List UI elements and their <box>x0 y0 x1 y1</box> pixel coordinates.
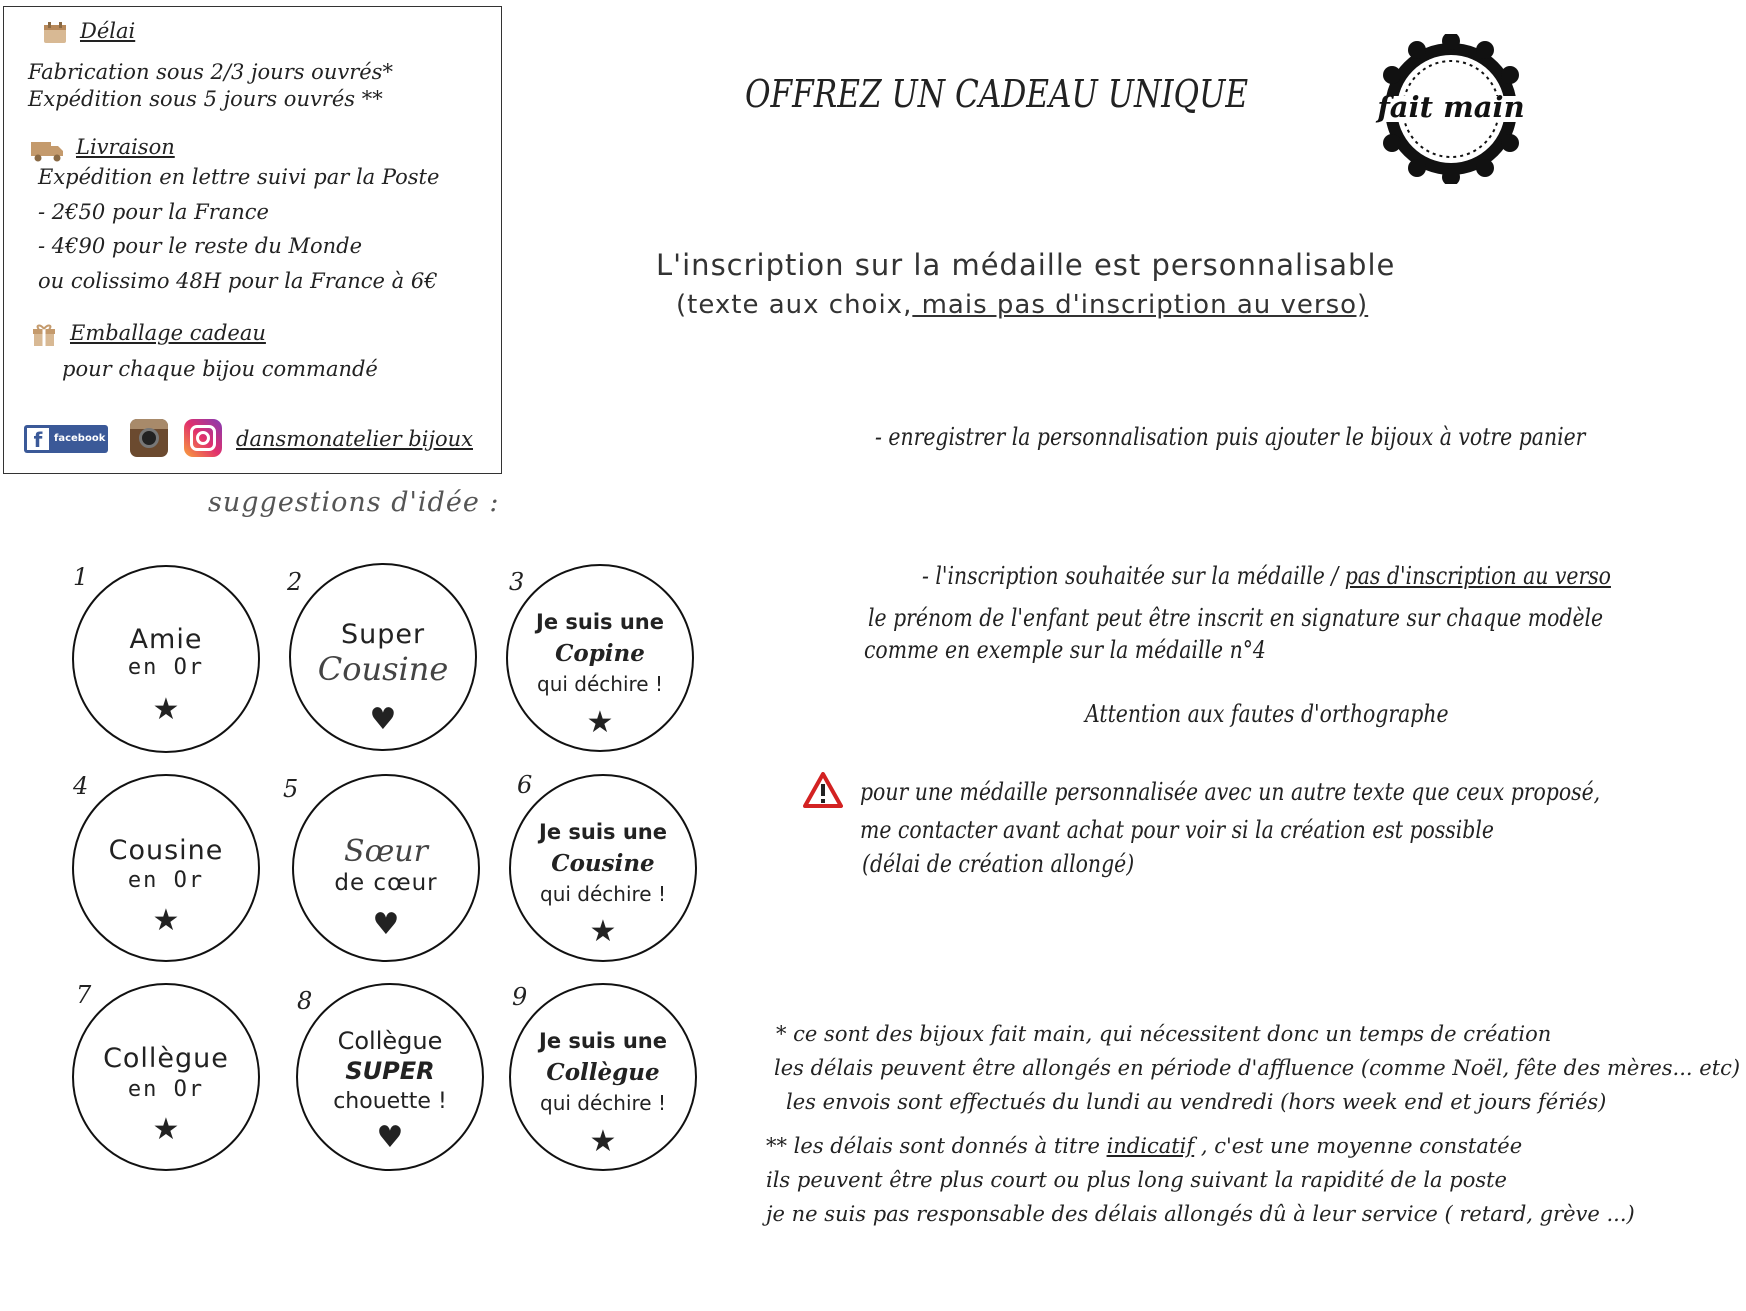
medal-line-1: Super <box>340 619 426 650</box>
star-icon: ★ <box>152 692 180 727</box>
medal-line-1: Je suis une <box>539 1029 667 1053</box>
medal-line-2: en Or <box>127 655 205 680</box>
delivery-title: Livraison <box>76 135 175 159</box>
medal-number: 9 <box>512 983 528 1011</box>
info-box <box>3 6 502 474</box>
delay-line-1: Fabrication sous 2/3 jours ouvrés* <box>28 60 393 84</box>
gift-line: pour chaque bijou commandé <box>62 357 378 381</box>
warning-line-1: pour une médaille personnalisée avec un autre texte que ceux proposé, <box>860 778 1601 806</box>
instagram-icon[interactable] <box>184 419 222 457</box>
inscription-b: pas d'inscription au verso <box>1344 562 1611 590</box>
medal-line-3: chouette ! <box>333 1089 447 1114</box>
medal-number: 6 <box>517 771 533 799</box>
medal-line-1: Collègue <box>337 1027 443 1055</box>
medal-number: 2 <box>287 568 303 596</box>
medal-line-3: qui déchire ! <box>540 1091 666 1115</box>
medal-line-1: Je suis une <box>539 820 667 844</box>
facebook-icon: f <box>27 428 49 450</box>
star-icon: ★ <box>152 903 180 938</box>
delivery-line-3: - 4€90 pour le reste du Monde <box>38 234 363 258</box>
medal-4[interactable] <box>72 774 260 962</box>
suggestions-label: suggestions d'idée : <box>208 487 500 518</box>
medal-line-2: en Or <box>127 868 205 893</box>
medal-number: 4 <box>73 772 89 800</box>
medal-1[interactable] <box>72 565 260 753</box>
facebook-label: facebook <box>54 433 106 444</box>
delay-line-2: Expédition sous 5 jours ouvrés ** <box>28 87 383 111</box>
personalisation-note-a: (texte aux choix, <box>676 290 913 320</box>
medal-7[interactable] <box>72 983 260 1171</box>
personalisation-note-b: mais pas d'inscription au verso) <box>912 290 1369 320</box>
star-icon: ★ <box>586 705 614 740</box>
star-icon: ★ <box>589 1124 617 1159</box>
medal-line-1: Je suis une <box>536 610 664 634</box>
step-cart: - enregistrer la personnalisation puis ajouter le bijoux à votre panier <box>875 423 1586 451</box>
medal-9[interactable] <box>509 983 697 1171</box>
medal-number: 1 <box>73 563 89 591</box>
star-icon: ★ <box>152 1112 180 1147</box>
inscription-line <box>922 562 1611 590</box>
medal-2[interactable] <box>289 563 477 751</box>
medal-line-2: Collègue <box>546 1059 660 1086</box>
medal-line-1: Amie <box>129 624 203 655</box>
heart-icon: ♥ <box>369 702 397 737</box>
instagram-classic-icon[interactable] <box>130 419 168 457</box>
footnote-4 <box>766 1134 1522 1158</box>
warning-icon <box>803 772 843 808</box>
page-title: OFFREZ UN CADEAU UNIQUE <box>745 72 1249 116</box>
footnote-2: les délais peuvent être allongés en période d'affluence (comme Noël, fête des mères... etc) <box>774 1056 1741 1080</box>
medal-number: 5 <box>283 775 299 803</box>
medal-line-2: en Or <box>127 1077 205 1102</box>
footnote-5: ils peuvent être plus court ou plus long suivant la rapidité de la poste <box>766 1168 1507 1192</box>
star-icon: ★ <box>589 914 617 949</box>
medal-line-2: Cousine <box>551 850 655 877</box>
gift-icon <box>32 323 56 347</box>
medal-5[interactable] <box>292 774 480 962</box>
footnote-4c: , c'est une moyenne constatée <box>1194 1134 1523 1158</box>
calendar-icon <box>42 21 68 45</box>
inscription-a: - l'inscription souhaitée sur la médaille / <box>922 562 1345 590</box>
badge-text: fait main <box>1377 90 1525 124</box>
footnote-3: les envois sont effectués du lundi au vendredi (hors week end et jours fériés) <box>786 1090 1607 1114</box>
gift-title: Emballage cadeau <box>70 321 266 345</box>
facebook-button[interactable] <box>24 425 108 453</box>
medal-line-3: qui déchire ! <box>537 672 663 696</box>
medal-number: 8 <box>297 987 313 1015</box>
medal-line-2: Copine <box>555 640 645 667</box>
warning-line-3: (délai de création allongé) <box>862 850 1135 878</box>
personalisation-note <box>676 290 1368 320</box>
medal-3[interactable] <box>506 564 694 752</box>
medal-number: 3 <box>509 568 525 596</box>
warning-line-2: me contacter avant achat pour voir si la création est possible <box>860 816 1494 844</box>
medal-line-2: Cousine <box>317 650 449 688</box>
prenom-line-1: le prénom de l'enfant peut être inscrit en signature sur chaque modèle <box>868 604 1604 632</box>
instagram-handle[interactable]: dansmonatelier bijoux <box>236 427 473 451</box>
delivery-line-2: - 2€50 pour la France <box>38 200 269 224</box>
delivery-line-4: ou colissimo 48H pour la France à 6€ <box>38 269 438 293</box>
medal-number: 7 <box>76 981 92 1009</box>
footnote-4b: indicatif <box>1106 1134 1195 1158</box>
medal-6[interactable] <box>509 774 697 962</box>
delay-title: Délai <box>80 19 136 43</box>
heart-icon: ♥ <box>372 907 400 942</box>
medal-line-1: Collègue <box>103 1043 229 1074</box>
prenom-line-2: comme en exemple sur la médaille n°4 <box>864 636 1266 664</box>
fait-main-badge <box>1376 34 1526 184</box>
attention-line: Attention aux fautes d'orthographe <box>1085 700 1449 728</box>
truck-icon <box>30 139 64 163</box>
heart-icon: ♥ <box>376 1120 404 1155</box>
medal-line-1: Sœur <box>344 834 428 869</box>
footnote-4a: ** les délais sont donnés à titre <box>766 1134 1107 1158</box>
footnote-1: * ce sont des bijoux fait main, qui nécessitent donc un temps de création <box>776 1022 1552 1046</box>
medal-8[interactable] <box>296 983 484 1171</box>
footnote-6: je ne suis pas responsable des délais allongés dû à leur service ( retard, grève ...) <box>766 1202 1635 1226</box>
medal-line-2: de cœur <box>334 870 438 896</box>
medal-line-2: SUPER <box>345 1057 435 1085</box>
delivery-line-1: Expédition en lettre suivi par la Poste <box>38 165 440 189</box>
medal-line-3: qui déchire ! <box>540 882 666 906</box>
personalisation-line: L'inscription sur la médaille est personnalisable <box>656 248 1396 282</box>
medal-line-1: Cousine <box>108 835 224 866</box>
